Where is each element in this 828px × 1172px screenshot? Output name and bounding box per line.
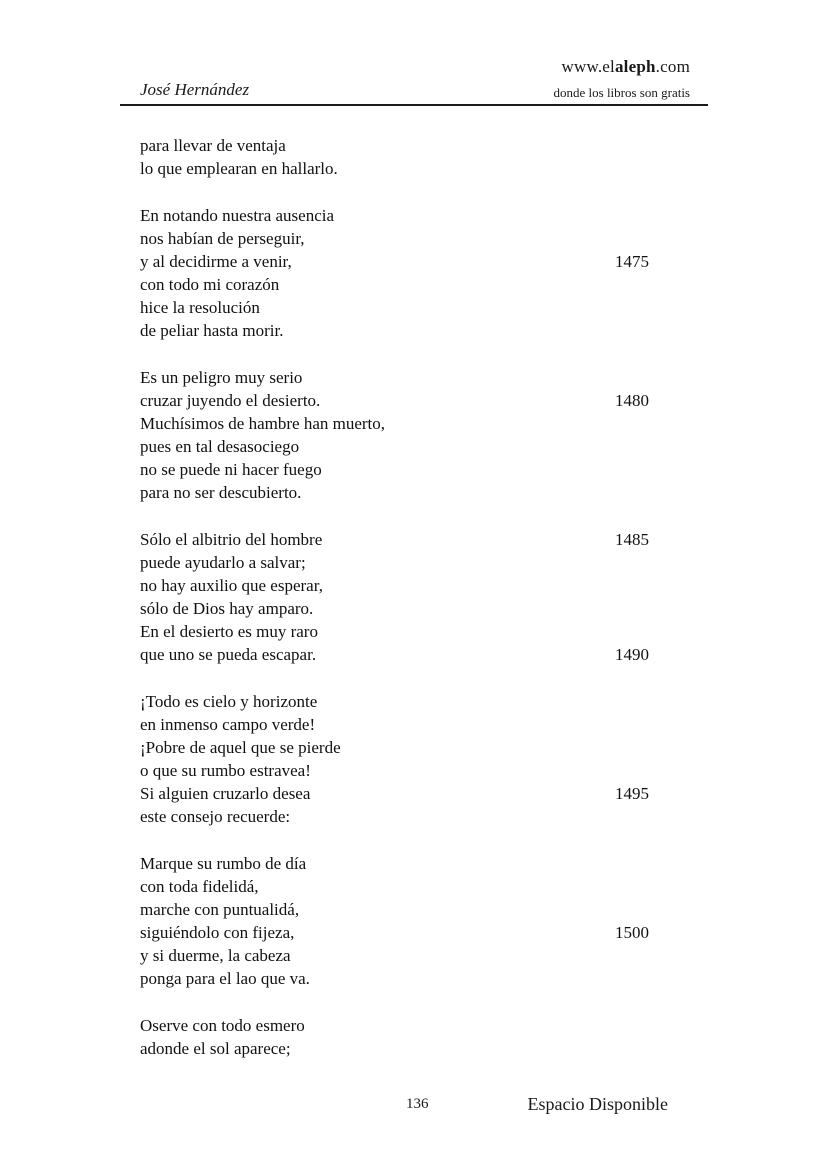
verse-text: no hay auxilio que esperar, bbox=[140, 576, 323, 595]
verse-text: nos habían de perseguir, bbox=[140, 229, 305, 248]
verse-line bbox=[140, 134, 700, 157]
stanza bbox=[140, 1014, 700, 1060]
page-number: 136 bbox=[406, 1096, 429, 1112]
verse-line bbox=[140, 921, 700, 944]
verse-number: 1495 bbox=[615, 784, 649, 803]
verse-number: 1490 bbox=[615, 645, 649, 664]
verse-line bbox=[140, 782, 700, 805]
verse-text: no se puede ni hacer fuego bbox=[140, 460, 322, 479]
verse-line bbox=[140, 204, 700, 227]
header-rule bbox=[120, 104, 708, 106]
verse-text: Muchísimos de hambre han muerto, bbox=[140, 414, 386, 433]
poem-body bbox=[140, 134, 700, 1084]
verse-text: cruzar juyendo el desierto. bbox=[140, 391, 321, 410]
site-url-prefix: www.el bbox=[561, 57, 615, 76]
verse-line bbox=[140, 157, 700, 180]
verse-line bbox=[140, 227, 700, 250]
verse-text: Oserve con todo esmero bbox=[140, 1016, 305, 1035]
verse-line bbox=[140, 736, 700, 759]
verse-line bbox=[140, 967, 700, 990]
verse-text: marche con puntualidá, bbox=[140, 900, 300, 919]
verse-line bbox=[140, 1014, 700, 1037]
stanza bbox=[140, 134, 700, 180]
verse-text: ¡Pobre de aquel que se pierde bbox=[140, 738, 341, 757]
verse-line bbox=[140, 319, 700, 342]
verse-line bbox=[140, 296, 700, 319]
verse-line bbox=[140, 805, 700, 828]
verse-text: para no ser descubierto. bbox=[140, 483, 302, 502]
verse-line bbox=[140, 852, 700, 875]
verse-text: Si alguien cruzarlo desea bbox=[140, 784, 311, 803]
site-url bbox=[562, 57, 690, 77]
verse-line bbox=[140, 412, 700, 435]
verse-line bbox=[140, 366, 700, 389]
verse-text: y al decidirme a venir, bbox=[140, 252, 292, 271]
verse-text: siguiéndolo con fijeza, bbox=[140, 923, 295, 942]
verse-text: de peliar hasta morir. bbox=[140, 321, 284, 340]
verse-line bbox=[140, 759, 700, 782]
footer-note: Espacio Disponible bbox=[527, 1094, 668, 1114]
verse-line bbox=[140, 713, 700, 736]
stanza bbox=[140, 690, 700, 828]
verse-line bbox=[140, 620, 700, 643]
verse-text: Es un peligro muy serio bbox=[140, 368, 303, 387]
verse-line bbox=[140, 250, 700, 273]
verse-text: Marque su rumbo de día bbox=[140, 854, 307, 873]
stanza bbox=[140, 204, 700, 342]
verse-line bbox=[140, 898, 700, 921]
verse-line bbox=[140, 528, 700, 551]
verse-text: con toda fidelidá, bbox=[140, 877, 259, 896]
site-url-suffix: .com bbox=[655, 57, 690, 76]
verse-text: o que su rumbo estravea! bbox=[140, 761, 311, 780]
verse-line bbox=[140, 597, 700, 620]
verse-text: sólo de Dios hay amparo. bbox=[140, 599, 314, 618]
verse-line bbox=[140, 458, 700, 481]
verse-text: que uno se pueda escapar. bbox=[140, 645, 317, 664]
verse-text: puede ayudarlo a salvar; bbox=[140, 553, 306, 572]
verse-line bbox=[140, 389, 700, 412]
verse-line bbox=[140, 875, 700, 898]
site-url-brand: aleph bbox=[614, 57, 656, 76]
verse-number: 1485 bbox=[615, 530, 649, 549]
verse-text: En notando nuestra ausencia bbox=[140, 206, 335, 225]
verse-text: hice la resolución bbox=[140, 298, 260, 317]
verse-line bbox=[140, 690, 700, 713]
verse-text: y si duerme, la cabeza bbox=[140, 946, 291, 965]
verse-text: ¡Todo es cielo y horizonte bbox=[140, 692, 318, 711]
verse-line bbox=[140, 944, 700, 967]
verse-text: este consejo recuerde: bbox=[140, 807, 291, 826]
verse-text: Sólo el albitrio del hombre bbox=[140, 530, 323, 549]
verse-line bbox=[140, 643, 700, 666]
verse-line bbox=[140, 551, 700, 574]
verse-text: ponga para el lao que va. bbox=[140, 969, 310, 988]
stanza bbox=[140, 366, 700, 504]
verse-text: En el desierto es muy raro bbox=[140, 622, 318, 641]
verse-text: en inmenso campo verde! bbox=[140, 715, 316, 734]
verse-line bbox=[140, 481, 700, 504]
verse-text: para llevar de ventaja bbox=[140, 136, 286, 155]
verse-number: 1500 bbox=[615, 923, 649, 942]
stanza bbox=[140, 528, 700, 666]
verse-number: 1480 bbox=[615, 391, 649, 410]
verse-line bbox=[140, 1037, 700, 1060]
verse-line bbox=[140, 435, 700, 458]
verse-line bbox=[140, 273, 700, 296]
verse-text: lo que emplearan en hallarlo. bbox=[140, 159, 338, 178]
verse-text: pues en tal desasociego bbox=[140, 437, 300, 456]
verse-text: adonde el sol aparece; bbox=[140, 1039, 291, 1058]
author-name: José Hernández bbox=[140, 80, 250, 99]
verse-text: con todo mi corazón bbox=[140, 275, 280, 294]
verse-number: 1475 bbox=[615, 252, 649, 271]
stanza bbox=[140, 852, 700, 990]
verse-line bbox=[140, 574, 700, 597]
site-tagline: donde los libros son gratis bbox=[553, 85, 690, 100]
